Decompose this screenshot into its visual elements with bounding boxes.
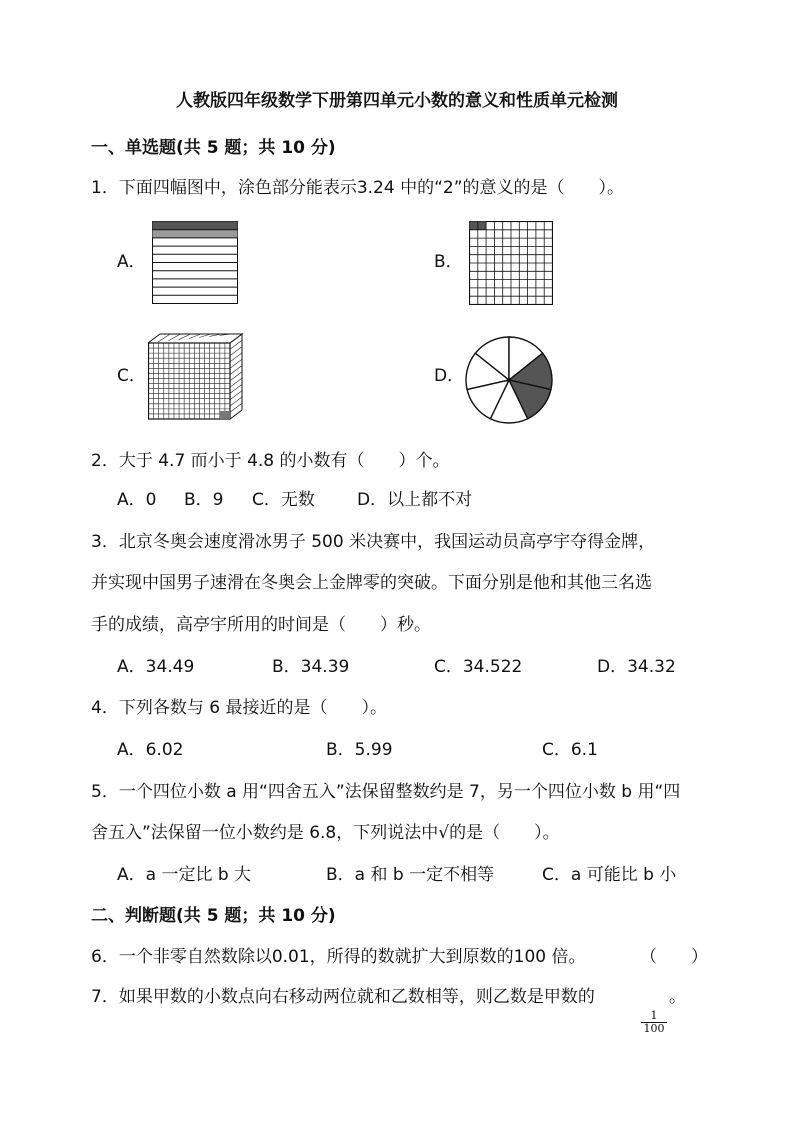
question-4-stem: 4．下列各数与 6 最接近的是（ ）。 (91, 698, 387, 718)
q5-option-c: C．a 可能比 b 小 (542, 865, 677, 885)
question-3-line-1: 3．北京冬奥会速度滑冰男子 500 米决赛中，我国运动员高亭宇夺得金牌， (91, 532, 656, 552)
q2-option-d: D．以上都不对 (357, 490, 473, 510)
question-7-end-mark: 。 (669, 987, 686, 1007)
q4-option-b: B．5.99 (326, 740, 393, 760)
q5-option-b: B．a 和 b 一定不相等 (326, 865, 495, 885)
q1-option-c-label: C． (117, 366, 146, 386)
q5-option-a: A．a 一定比 b 大 (117, 865, 252, 885)
q3-option-d: D．34.32 (597, 657, 676, 677)
section-heading-true-false: 二、判断题(共 5 题；共 10 分) (91, 906, 336, 926)
fraction-numerator: 1 (641, 1010, 667, 1023)
question-3-line-3: 手的成绩，高亭宇所用的时间是（ ）秒。 (91, 615, 431, 635)
pie-circle-icon (464, 335, 554, 425)
striped-rectangle-icon (152, 221, 238, 305)
question-6-answer-blank: （ ） (640, 947, 708, 967)
question-5-line-1: 5．一个四位小数 a 用“四舍五入”法保留整数约是 7，另一个四位小数 b 用“四 (91, 782, 681, 802)
q3-option-b: B．34.39 (272, 657, 350, 677)
question-6-stem: 6．一个非零自然数除以0.01，所得的数就扩大到原数的100 倍。 (91, 947, 586, 967)
q2-option-a: A．0 (117, 490, 157, 510)
q3-option-a: A．34.49 (117, 657, 195, 677)
question-3-line-2: 并实现中国男子速滑在冬奥会上金牌零的突破。下面分别是他和其他三名选 (91, 573, 652, 593)
hundred-grid-icon (469, 221, 553, 305)
question-7-stem: 7．如果甲数的小数点向右移动两位就和乙数相等，则乙数是甲数的 (91, 987, 595, 1007)
q4-option-c: C．6.1 (542, 740, 598, 760)
fraction-denominator: 100 (643, 1022, 665, 1035)
q1-option-b-label: B． (434, 252, 463, 272)
q3-option-c: C．34.522 (434, 657, 523, 677)
q2-option-c: C．无数 (252, 490, 315, 510)
question-1-stem: 1．下面四幅图中，涂色部分能表示3.24 中的“2”的意义的是（ ）。 (91, 178, 625, 198)
fraction-one-hundredth (641, 1010, 667, 1035)
question-2-stem: 2．大于 4.7 而小于 4.8 的小数有（ ）个。 (91, 451, 450, 471)
page-title: 人教版四年级数学下册第四单元小数的意义和性质单元检测 (176, 91, 618, 111)
q2-option-b: B．9 (184, 490, 224, 510)
section-heading-single-choice: 一、单选题(共 5 题；共 10 分) (91, 138, 336, 158)
q4-option-a: A．6.02 (117, 740, 184, 760)
q1-option-a-label: A． (117, 252, 146, 272)
thousand-cube-icon (148, 333, 244, 425)
q1-option-d-label: D． (434, 366, 465, 386)
question-5-line-2: 舍五入”法保留一位小数约是 6.8，下列说法中√的是（ ）。 (91, 823, 560, 843)
